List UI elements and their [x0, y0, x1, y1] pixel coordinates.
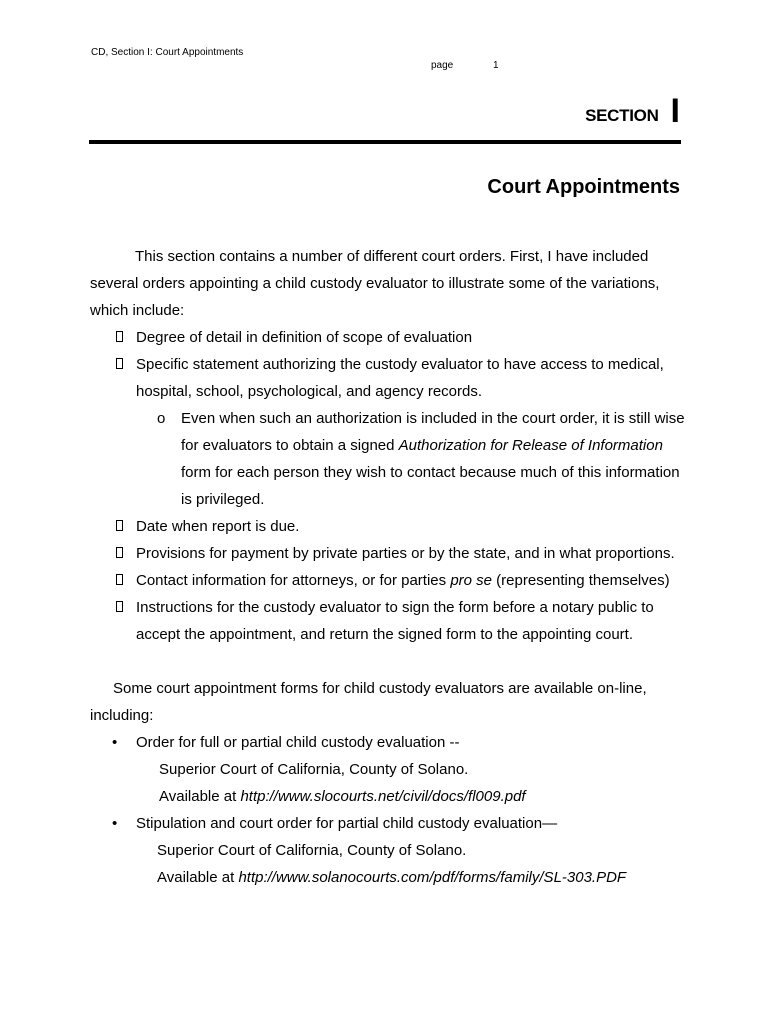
circle-bullet-icon: o: [157, 410, 166, 427]
document-body: [90, 243, 690, 891]
form-availability: Available at http://www.solanocourts.com/pdf/forms/family/SL-303.PDF: [157, 869, 627, 886]
intro-paragraph: This section contains a number of different court orders. First, I have included several orders appointing a child custody evaluator to illustrate some of the variations, which include:: [90, 248, 660, 319]
box-bullet-icon: [113, 567, 125, 594]
box-bullet-icon: [113, 513, 125, 540]
box-bullet-icon: [113, 594, 125, 621]
section-word: SECTION: [585, 106, 659, 125]
running-header: CD, Section I: Court Appointments: [91, 47, 244, 58]
form-url-link[interactable]: http://www.solanocourts.com/pdf/forms/family/SL-303.PDF: [238, 869, 627, 886]
section-heading: [585, 92, 680, 130]
form-title: Order for full or partial child custody evaluation --: [136, 734, 460, 751]
form-url-link[interactable]: http://www.slocourts.net/civil/docs/fl009.pdf: [240, 788, 526, 805]
page-label: page: [431, 60, 454, 71]
page-title: Court Appointments: [487, 176, 680, 198]
form-list-item: [90, 810, 690, 837]
online-intro-paragraph: Some court appointment forms for child custody evaluators are available on-line, including:: [90, 680, 647, 724]
page-number: 1: [493, 60, 499, 71]
dot-bullet-icon: •: [112, 734, 118, 751]
list-item: [90, 324, 690, 351]
list-item-text: Degree of detail in definition of scope of evaluation: [136, 329, 473, 346]
list-item-text: Specific statement authorizing the custody evaluator to have access to medical, hospital, school, psychological, and agency records.: [136, 356, 664, 400]
list-item-text: Provisions for payment by private parties or by the state, and in what proportions.: [136, 545, 675, 562]
list-item: [90, 567, 690, 594]
pro-se-term: pro se: [450, 572, 493, 589]
box-bullet-icon: [113, 351, 125, 378]
box-bullet-icon: [113, 540, 125, 567]
form-list-item: [90, 729, 690, 756]
box-bullet-icon: [113, 324, 125, 351]
dot-bullet-icon: •: [112, 815, 118, 832]
list-item: [90, 594, 690, 648]
sub-item-text: Even when such an authorization is included in the court order, it is still wise for evaluators to obtain a signed: [181, 410, 685, 454]
list-item-text: Instructions for the custody evaluator to sign the form before a notary public to accept the appointment, and return the signed form to the appointing court.: [136, 599, 654, 643]
form-court: Superior Court of California, County of Solano.: [157, 842, 467, 859]
list-item-text-end: (representing themselves): [492, 572, 670, 589]
form-availability: Available at http://www.slocourts.net/civil/docs/fl009.pdf: [159, 788, 526, 805]
form-court: Superior Court of California, County of Solano.: [159, 761, 469, 778]
list-item: [90, 513, 690, 540]
sub-list-item: [90, 405, 690, 513]
section-number: I: [670, 92, 680, 130]
sub-item-text-end: form for each person they wish to contact because much of this information is privileged.: [181, 464, 680, 508]
list-item-text: Date when report is due.: [136, 518, 300, 535]
section-rule: [89, 140, 681, 144]
form-title: Stipulation and court order for partial child custody evaluation—: [136, 815, 558, 832]
list-item: [90, 540, 690, 567]
list-item: [90, 351, 690, 405]
list-item-text: Contact information for attorneys, or for parties: [136, 572, 451, 589]
form-name: Authorization for Release of Information: [398, 437, 663, 454]
